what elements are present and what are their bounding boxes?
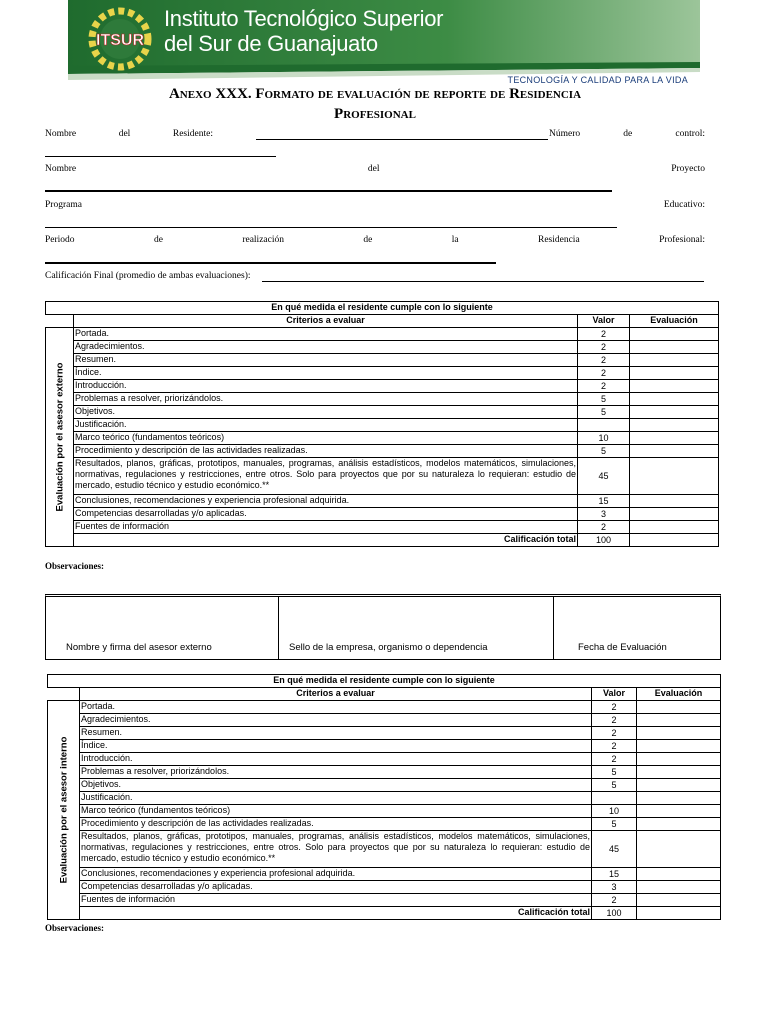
evaluation-input-cell[interactable] bbox=[630, 406, 719, 419]
criterion-cell: Agradecimientos. bbox=[74, 341, 578, 354]
total-label: Calificación total bbox=[80, 907, 592, 920]
total-evaluation-input[interactable] bbox=[630, 534, 719, 547]
table-row bbox=[48, 881, 721, 894]
table-heading: En qué medida el residente cumple con lo siguiente bbox=[48, 675, 721, 688]
value-cell: 45 bbox=[578, 458, 630, 495]
evaluation-input-cell[interactable] bbox=[630, 508, 719, 521]
value-cell: 15 bbox=[592, 868, 637, 881]
table-heading-row bbox=[46, 302, 719, 315]
table-row bbox=[46, 508, 719, 521]
criterion-cell: Introducción. bbox=[80, 753, 592, 766]
evaluation-input-cell[interactable] bbox=[630, 354, 719, 367]
value-cell: 45 bbox=[592, 831, 637, 868]
evaluation-input-cell[interactable] bbox=[637, 779, 721, 792]
criterion-cell: Introducción. bbox=[74, 380, 578, 393]
value-cell: 5 bbox=[592, 766, 637, 779]
project-name-field[interactable] bbox=[45, 190, 612, 192]
value-cell: 5 bbox=[578, 393, 630, 406]
internal-observations-label: Observaciones: bbox=[45, 923, 104, 933]
slogan: TECNOLOGÍA Y CALIDAD PARA LA VIDA bbox=[507, 75, 688, 85]
criterion-cell: Procedimiento y descripción de las actividades realizadas. bbox=[74, 445, 578, 458]
criterion-cell: Resumen. bbox=[80, 727, 592, 740]
table-row bbox=[46, 393, 719, 406]
value-cell: 5 bbox=[592, 779, 637, 792]
criterion-cell: Fuentes de información bbox=[74, 521, 578, 534]
table-row bbox=[48, 766, 721, 779]
table-row bbox=[48, 868, 721, 881]
table-row bbox=[48, 714, 721, 727]
table-row bbox=[46, 354, 719, 367]
document-title-line2: Profesional bbox=[334, 106, 416, 122]
value-cell: 10 bbox=[578, 432, 630, 445]
evaluation-input-cell[interactable] bbox=[637, 818, 721, 831]
value-cell: 2 bbox=[592, 701, 637, 714]
table-row bbox=[48, 818, 721, 831]
evaluation-input-cell[interactable] bbox=[637, 766, 721, 779]
total-value: 100 bbox=[592, 907, 637, 920]
control-number-label: Número de control: bbox=[549, 129, 705, 139]
period-field[interactable] bbox=[45, 262, 496, 264]
value-cell: 3 bbox=[592, 881, 637, 894]
value-cell: 2 bbox=[592, 753, 637, 766]
company-seal-cell[interactable] bbox=[279, 597, 554, 659]
evaluation-input-cell[interactable] bbox=[630, 341, 719, 354]
criterion-cell: Objetivos. bbox=[80, 779, 592, 792]
evaluation-input-cell[interactable] bbox=[630, 495, 719, 508]
table-row bbox=[48, 727, 721, 740]
criterion-cell: Procedimiento y descripción de las actividades realizadas. bbox=[80, 818, 592, 831]
criterion-cell: Marco teórico (fundamentos teóricos) bbox=[74, 432, 578, 445]
value-cell bbox=[578, 419, 630, 432]
table-row bbox=[46, 328, 719, 341]
criterion-cell: Problemas a resolver, priorizándolos. bbox=[74, 393, 578, 406]
side-label-cell bbox=[48, 701, 80, 920]
table-row bbox=[48, 779, 721, 792]
evaluation-input-cell[interactable] bbox=[630, 393, 719, 406]
evaluation-input-cell[interactable] bbox=[637, 805, 721, 818]
table-row bbox=[46, 432, 719, 445]
criterion-cell: Objetivos. bbox=[74, 406, 578, 419]
logo-text: ITSUR bbox=[96, 32, 144, 49]
evaluation-input-cell[interactable] bbox=[637, 831, 721, 868]
value-cell: 5 bbox=[578, 445, 630, 458]
resident-name-label: Nombre del Residente: bbox=[45, 129, 213, 139]
evaluation-input-cell[interactable] bbox=[630, 521, 719, 534]
criterion-cell: Agradecimientos. bbox=[80, 714, 592, 727]
criterion-cell: Justificación. bbox=[80, 792, 592, 805]
company-seal-label: Sello de la empresa, organismo o dependencia bbox=[289, 642, 488, 653]
side-label: Evaluación por el asesor externo bbox=[54, 362, 65, 512]
total-row bbox=[46, 534, 719, 547]
criterion-cell: Problemas a resolver, priorizándolos. bbox=[80, 766, 592, 779]
signature-box bbox=[45, 594, 721, 660]
internal-evaluation-table bbox=[47, 674, 721, 920]
table-row bbox=[46, 458, 719, 495]
criterion-cell: Fuentes de información bbox=[80, 894, 592, 907]
control-number-field[interactable] bbox=[45, 156, 276, 157]
table-row bbox=[48, 792, 721, 805]
criterion-cell: Competencias desarrolladas y/o aplicadas. bbox=[80, 881, 592, 894]
criterion-cell: Portada. bbox=[80, 701, 592, 714]
itsur-logo bbox=[82, 6, 158, 72]
table-row bbox=[48, 740, 721, 753]
program-label: Programa Educativo: bbox=[45, 200, 705, 210]
value-cell: 2 bbox=[578, 367, 630, 380]
evaluation-input-cell[interactable] bbox=[630, 328, 719, 341]
evaluation-column-header: Evaluación bbox=[637, 688, 721, 701]
blank-corner bbox=[48, 688, 80, 701]
value-cell: 3 bbox=[578, 508, 630, 521]
column-header-row bbox=[48, 688, 721, 701]
evaluation-input-cell[interactable] bbox=[637, 714, 721, 727]
evaluation-input-cell[interactable] bbox=[630, 419, 719, 432]
criteria-column-header: Criterios a evaluar bbox=[80, 688, 592, 701]
blank-corner bbox=[46, 315, 74, 328]
criteria-column-header: Criterios a evaluar bbox=[74, 315, 578, 328]
criterion-cell: Conclusiones, recomendaciones y experiencia profesional adquirida. bbox=[74, 495, 578, 508]
value-column-header: Valor bbox=[592, 688, 637, 701]
column-header-row bbox=[46, 315, 719, 328]
criterion-cell: Resumen. bbox=[74, 354, 578, 367]
evaluation-column-header: Evaluación bbox=[630, 315, 719, 328]
period-label: Periodo de realización de la Residencia Profesional: bbox=[45, 235, 705, 245]
value-cell: 2 bbox=[578, 521, 630, 534]
table-row bbox=[46, 367, 719, 380]
institution-banner bbox=[68, 0, 700, 86]
table-row bbox=[46, 419, 719, 432]
evaluation-input-cell[interactable] bbox=[637, 740, 721, 753]
criterion-cell: Justificación. bbox=[74, 419, 578, 432]
criterion-cell: Índice. bbox=[74, 367, 578, 380]
evaluation-input-cell[interactable] bbox=[630, 458, 719, 495]
evaluation-input-cell[interactable] bbox=[630, 367, 719, 380]
evaluation-date-cell[interactable] bbox=[554, 597, 720, 659]
final-grade-field[interactable] bbox=[262, 281, 704, 282]
evaluation-input-cell[interactable] bbox=[637, 792, 721, 805]
final-grade-label: Calificación Final (promedio de ambas evaluaciones): bbox=[45, 271, 251, 281]
table-row bbox=[48, 831, 721, 868]
value-cell: 10 bbox=[592, 805, 637, 818]
total-evaluation-input[interactable] bbox=[637, 907, 721, 920]
value-cell: 5 bbox=[592, 818, 637, 831]
value-cell: 2 bbox=[592, 894, 637, 907]
evaluation-input-cell[interactable] bbox=[637, 727, 721, 740]
value-cell: 2 bbox=[578, 341, 630, 354]
institution-name-line2: del Sur de Guanajuato bbox=[164, 31, 378, 56]
institution-name-line1: Instituto Tecnológico Superior bbox=[164, 6, 444, 31]
project-name-label: Nombre del Proyecto bbox=[45, 164, 705, 174]
criterion-cell: Conclusiones, recomendaciones y experiencia profesional adquirida. bbox=[80, 868, 592, 881]
side-label: Evaluación por el asesor interno bbox=[58, 736, 69, 884]
criterion-cell: Resultados, planos, gráficas, prototipos, manuales, programas, análisis estadísticos, modelos matemáticos, simulaciones, normativas, regulaciones y restricciones, entre otros. Solo para proyectos que por su naturaleza lo requieran: estudio de mercado, estudio técnico y estudio económico.** bbox=[74, 458, 578, 495]
resident-name-field[interactable] bbox=[256, 139, 548, 140]
evaluation-input-cell[interactable] bbox=[637, 868, 721, 881]
table-row bbox=[46, 495, 719, 508]
table-row bbox=[48, 805, 721, 818]
evaluation-input-cell[interactable] bbox=[630, 445, 719, 458]
evaluation-input-cell[interactable] bbox=[637, 881, 721, 894]
external-evaluation-table bbox=[45, 301, 719, 547]
advisor-signature-label: Nombre y firma del asesor externo bbox=[66, 642, 212, 653]
table-row bbox=[46, 341, 719, 354]
criterion-cell: Resultados, planos, gráficas, prototipos, manuales, programas, análisis estadísticos, modelos matemáticos, simulaciones, normativas, regulaciones y restricciones, entre otros. Solo para proyectos que por su naturaleza lo requieran: estudio de mercado, estudio técnico y estudio económico.** bbox=[80, 831, 592, 868]
value-cell: 2 bbox=[592, 727, 637, 740]
value-cell: 2 bbox=[578, 328, 630, 341]
value-cell: 2 bbox=[592, 714, 637, 727]
table-row bbox=[46, 380, 719, 393]
table-row bbox=[48, 701, 721, 714]
criterion-cell: Competencias desarrolladas y/o aplicadas. bbox=[74, 508, 578, 521]
evaluation-date-label: Fecha de Evaluación bbox=[578, 642, 667, 653]
evaluation-input-cell[interactable] bbox=[637, 753, 721, 766]
evaluation-input-cell[interactable] bbox=[637, 701, 721, 714]
table-heading-row bbox=[48, 675, 721, 688]
document-title-line1: Anexo XXX. Formato de evaluación de reporte de Residencia bbox=[168, 86, 582, 102]
criterion-cell: Marco teórico (fundamentos teóricos) bbox=[80, 805, 592, 818]
value-cell: 2 bbox=[592, 740, 637, 753]
total-label: Calificación total bbox=[74, 534, 578, 547]
total-row bbox=[48, 907, 721, 920]
value-cell: 15 bbox=[578, 495, 630, 508]
value-cell bbox=[592, 792, 637, 805]
evaluation-input-cell[interactable] bbox=[637, 894, 721, 907]
program-field[interactable] bbox=[45, 227, 617, 228]
table-row bbox=[46, 521, 719, 534]
criterion-cell: Portada. bbox=[74, 328, 578, 341]
value-cell: 5 bbox=[578, 406, 630, 419]
table-heading: En qué medida el residente cumple con lo siguiente bbox=[46, 302, 719, 315]
value-cell: 2 bbox=[578, 354, 630, 367]
table-row bbox=[48, 753, 721, 766]
criterion-cell: Índice. bbox=[80, 740, 592, 753]
evaluation-input-cell[interactable] bbox=[630, 380, 719, 393]
evaluation-input-cell[interactable] bbox=[630, 432, 719, 445]
side-label-cell bbox=[46, 328, 74, 547]
table-row bbox=[48, 894, 721, 907]
table-row bbox=[46, 406, 719, 419]
total-value: 100 bbox=[578, 534, 630, 547]
value-cell: 2 bbox=[578, 380, 630, 393]
value-column-header: Valor bbox=[578, 315, 630, 328]
external-observations-label: Observaciones: bbox=[45, 561, 104, 571]
advisor-signature-cell[interactable] bbox=[46, 597, 279, 659]
table-row bbox=[46, 445, 719, 458]
